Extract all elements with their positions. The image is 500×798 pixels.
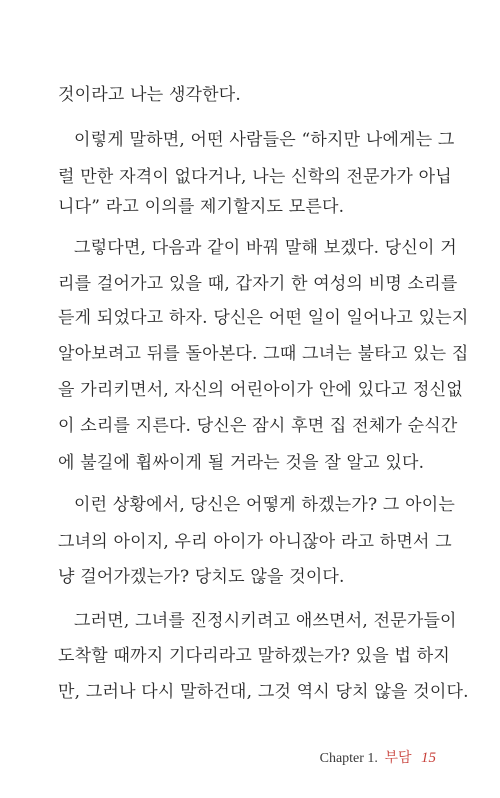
text-line: 도착할 때까지 기다리라고 말하겠는가? 있을 법 하지	[58, 646, 450, 666]
text-line: 만, 그러나 다시 말하건대, 그것 역시 당치 않을 것이다.	[58, 682, 469, 702]
page-number: 15	[421, 750, 436, 766]
chapter-label: Chapter 1.	[319, 751, 378, 766]
text-line: 에 불길에 휩싸이게 될 거라는 것을 잘 알고 있다.	[58, 453, 425, 473]
text-line: 럴 만한 자격이 없다거나, 나는 신학의 전문가가 아닙	[58, 167, 452, 187]
text-line: 듣게 되었다고 하자. 당신은 어떤 일이 일어나고 있는지	[58, 308, 469, 328]
text-line: 리를 걸어가고 있을 때, 갑자기 한 여성의 비명 소리를	[58, 274, 458, 294]
text-line: 그렇다면, 다음과 같이 바꿔 말해 보겠다. 당신이 거	[74, 238, 457, 258]
text-line: 그녀의 아이지, 우리 아이가 아니잖아 라고 하면서 그	[58, 532, 452, 552]
text-line: 알아보려고 뒤를 돌아본다. 그때 그녀는 불타고 있는 집	[58, 344, 469, 364]
text-line: 그러면, 그녀를 진정시키려고 애쓰면서, 전문가들이	[74, 611, 457, 631]
text-line: 을 가리키면서, 자신의 어린아이가 안에 있다고 정신없	[58, 380, 463, 400]
chapter-title: 부담	[384, 751, 412, 766]
text-line: 냥 걸어가겠는가? 당치도 않을 것이다.	[58, 567, 345, 587]
page-footer	[320, 747, 436, 767]
text-line: 니다” 라고 이의를 제기할지도 모른다.	[58, 197, 345, 217]
text-line: 이렇게 말하면, 어떤 사람들은 “하지만 나에게는 그	[74, 130, 455, 150]
text-line: 이 소리를 지른다. 당신은 잠시 후면 집 전체가 순식간	[58, 416, 458, 436]
text-line: 이런 상황에서, 당신은 어떻게 하겠는가? 그 아이는	[74, 495, 455, 515]
text-line: 것이라고 나는 생각한다.	[58, 85, 242, 105]
